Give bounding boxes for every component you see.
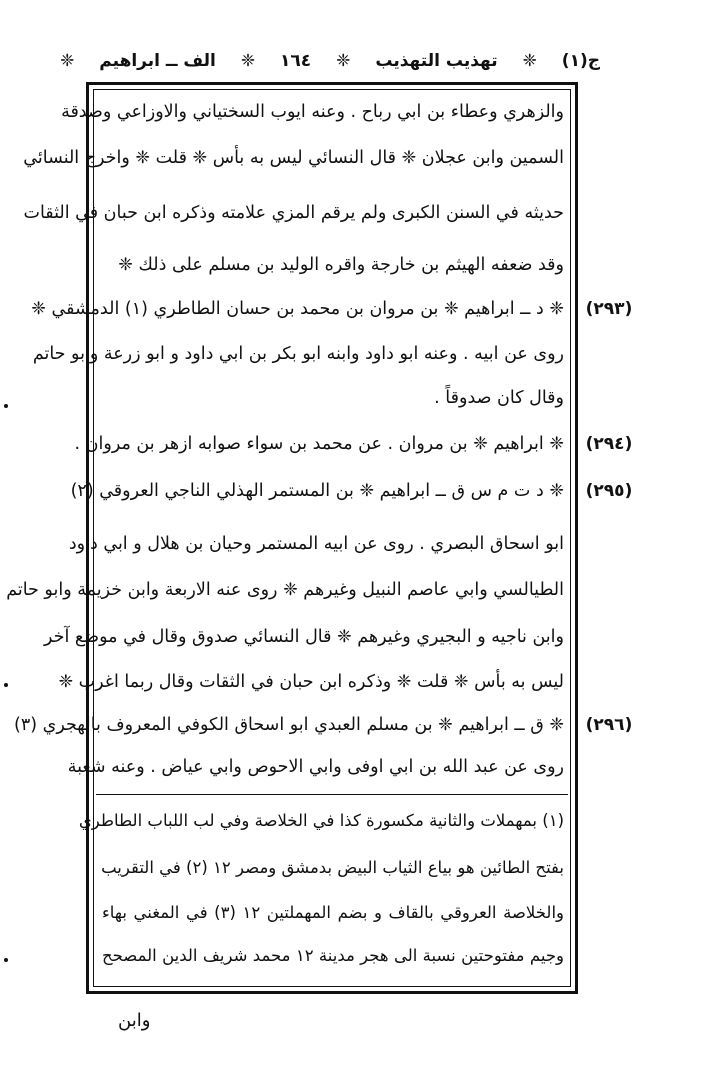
text-line: وقال كان صدوقاً .: [434, 388, 564, 408]
ornament-icon: ❈: [522, 51, 537, 71]
text-line: والزهري وعطاء بن ابي رباح . وعنه ايوب السختياني والاوزاعي وصدقة: [61, 102, 564, 122]
footnote-line: (١) بمهملات والثانية مكسورة كذا في الخلاصة وفي لب اللباب الطاطري: [78, 811, 564, 830]
text-line: وابن ناجيه و البجيري وغيرهم ❈ قال النسائي صدوق وقال في موضع آخر: [44, 627, 564, 647]
ornament-icon: ❈: [336, 51, 351, 71]
catchword: وابن: [118, 1010, 151, 1031]
text-line: حديثه في السنن الكبرى ولم يرقم المزي علامته وذكره ابن حبان في الثقات: [23, 203, 564, 223]
entry-heading: ❈ ق ــ ابراهيم ❈ بن مسلم العبدي ابو اسحاق الكوفي المعروف بالهجري (٣): [14, 715, 564, 735]
volume-label: ج(١): [561, 51, 600, 71]
entry-number: (٢٩٤): [585, 434, 633, 454]
text-line: روى عن عبد الله بن ابي اوفى وابي الاحوص وابي عياض . وعنه شعبة: [67, 757, 564, 777]
entry-heading: ❈ د ت م س ق ــ ابراهيم ❈ بن المستمر الهذلي الناجي العروقي (٢): [70, 481, 564, 501]
text-line: روى عن ابيه . وعنه ابو داود وابنه ابو بكر بن ابي داود و ابو زرعة وابو حاتم: [32, 344, 564, 364]
footnote-line: وجيم مفتوحتين نسبة الى هجر مدينة ١٢ محمد شريف الدين المصحح: [102, 946, 564, 965]
entry-heading: ❈ ابراهيم ❈ بن مروان . عن محمد بن سواء صوابه ازهر بن مروان .: [74, 434, 564, 454]
book-title: تهذيب التهذيب: [375, 51, 498, 71]
margin-mark: [4, 683, 8, 687]
text-line: ليس به بأس ❈ قلت ❈ وذكره ابن حبان في الثقات وقال ربما اغرب ❈: [58, 672, 564, 692]
text-line: السمين وابن عجلان ❈ قال النسائي ليس به بأس ❈ قلت ❈ واخرج النسائي: [23, 148, 564, 168]
margin-mark: [4, 958, 8, 962]
section-title: الف ــ ابراهيم: [99, 51, 216, 71]
footnote-divider: [96, 794, 568, 795]
running-header: [60, 40, 600, 82]
entry-number: (٢٩٦): [585, 715, 633, 735]
ornament-icon: ❈: [240, 51, 256, 71]
entry-number: (٢٩٣): [585, 299, 633, 319]
text-line: الطيالسي وابي عاصم النبيل وغيرهم ❈ روى عنه الاربعة وابن خزيمة وابو حاتم: [6, 580, 564, 600]
page-number: ١٦٤: [280, 51, 312, 71]
footnote-line: بفتح الطائين هو بياع الثياب البيض بدمشق ومصر ١٢ (٢) في التقريب: [101, 858, 564, 877]
margin-mark: [4, 404, 8, 408]
text-line: وقد ضعفه الهيثم بن خارجة واقره الوليد بن مسلم على ذلك ❈: [118, 255, 564, 275]
text-line: ابو اسحاق البصري . روى عن ابيه المستمر وحيان بن هلال و ابي داود: [68, 534, 564, 554]
entry-number: (٢٩٥): [585, 481, 633, 501]
footnote-line: والخلاصة العروقي بالقاف و بضم المهملتين ١٢ (٣) في المغني بهاء: [102, 903, 564, 922]
entry-heading: ❈ د ــ ابراهيم ❈ بن مروان بن محمد بن حسان الطاطري (١) الدمشقي ❈: [31, 299, 564, 319]
ornament-icon: ❈: [60, 51, 75, 71]
